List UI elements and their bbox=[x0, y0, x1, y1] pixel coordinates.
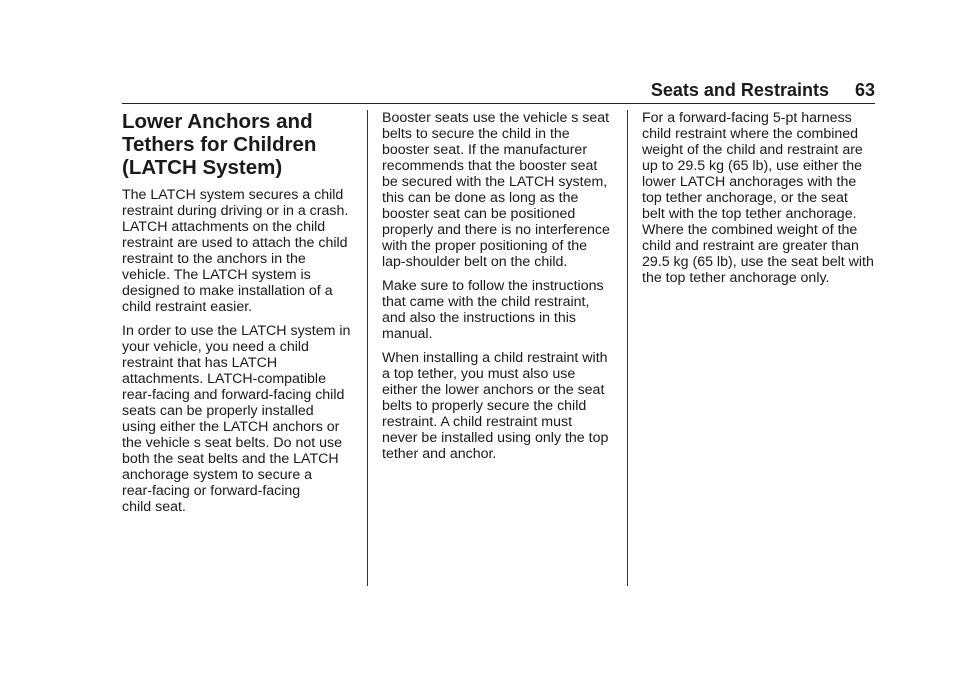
column-divider bbox=[367, 110, 368, 586]
column-2 bbox=[382, 110, 618, 470]
column-1 bbox=[122, 110, 358, 523]
paragraph: Make sure to follow the instructions that came with the child restraint, and also the instructions in this manual. bbox=[382, 278, 604, 342]
column-divider bbox=[627, 110, 628, 586]
paragraph: Booster seats use the vehicle s seat belts to secure the child in the booster seat. If the manufacturer recommends that the booster seat be secured with the LATCH system, this can be done as long as the booster seat can be positioned properly and there is no interference with the proper positioning of the lap-shoulder belt on the child. bbox=[382, 110, 610, 270]
paragraph: In order to use the LATCH system in your vehicle, you need a child restraint that has LATCH attachments. LATCH-compatible rear-facing and forward-facing child seats can be properly installed using either the LATCH anchors or the vehicle s seat belts. Do not use both the seat belts and the LATCH anchorage system to secure a rear-facing or forward-facing child seat. bbox=[122, 323, 351, 515]
header-rule bbox=[122, 103, 875, 104]
section-title: Lower Anchors and Tethers for Children (LATCH System) bbox=[122, 110, 317, 179]
column-3 bbox=[642, 110, 878, 294]
paragraph: When installing a child restraint with a top tether, you must also use either the lower anchors or the seat belts to properly secure the child restraint. A child restraint must never be installed using only the top tether and anchor. bbox=[382, 350, 609, 462]
page-header bbox=[122, 80, 875, 102]
paragraph: For a forward-facing 5-pt harness child restraint where the combined weight of the child and restraint are up to 29.5 kg (65 lb), use either the lower LATCH anchorages with the top tether anchorage, or the seat belt with the top tether anchorage. Where the combined weight of the child and restraint are greater than 29.5 kg (65 lb), use the seat belt with the top tether anchorage only. bbox=[642, 110, 874, 286]
section-name: Seats and Restraints bbox=[650, 80, 829, 100]
page-number: 63 bbox=[854, 80, 875, 100]
paragraph: The LATCH system secures a child restraint during driving or in a crash. LATCH attachments on the child restraint are used to attach the child restraint to the anchors in the vehicle. The LATCH system is designed to make installation of a child restraint easier. bbox=[122, 187, 349, 315]
